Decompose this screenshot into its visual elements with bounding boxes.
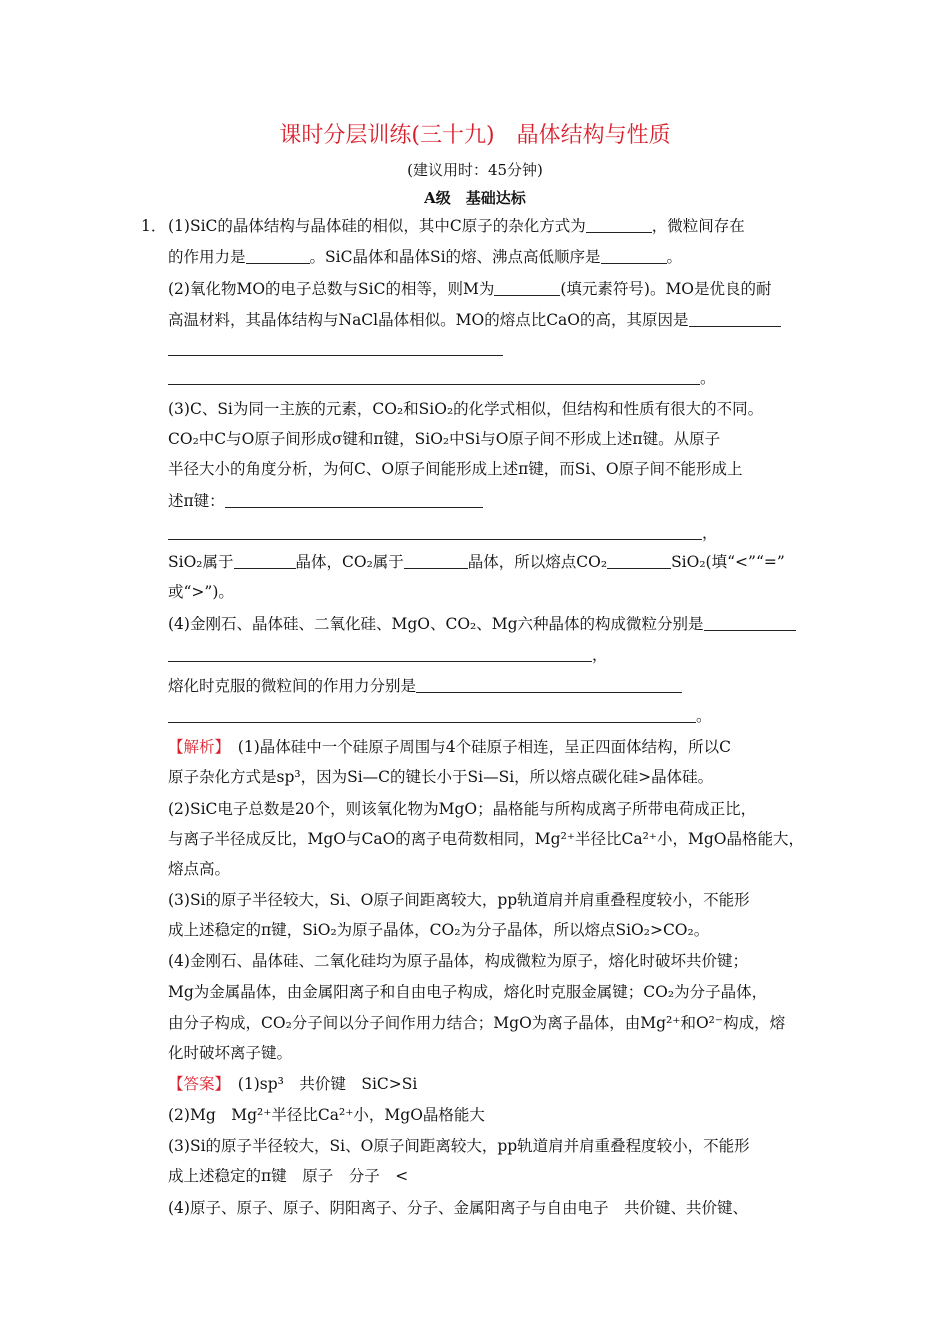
analysis-line: (4)金刚石、晶体硅、二氧化硅均为原子晶体，构成微粒为原子，熔化时破坏共价键； [168, 952, 748, 970]
analysis-line: 成上述稳定的π键，SiO₂为原子晶体，CO₂为分子晶体，所以熔点SiO₂>CO₂。 [168, 921, 710, 939]
answer-tag: 【答案】 [168, 1075, 223, 1093]
question-line: (2)氧化物MO的电子总数与SiC的相等，则M为 (填元素符号)。MO是优良的耐 [168, 280, 772, 298]
question-line: 熔化时克服的微粒间的作用力分别是 [168, 676, 682, 696]
subtitle: (建议用时：45分钟) [407, 161, 543, 179]
answer-line: (3)Si的原子半径较大，Si、O原子间距离较大，pp轨道肩并肩重叠程度较小，不能形 [168, 1137, 750, 1155]
page-title: 课时分层训练(三十九) 晶体结构与性质 [279, 123, 671, 148]
analysis-line: 原子杂化方式是sp³，因为Si—C的键长小于Si—Si，所以熔点碳化硅>晶体硅。 [168, 768, 714, 786]
question-line: (3)C、Si为同一主族的元素，CO₂和SiO₂的化学式相似，但结构和性质有很大的不同。 [168, 400, 764, 418]
analysis-line: (3)Si的原子半径较大，Si、O原子间距离较大，pp轨道肩并肩重叠程度较小，不能形 [168, 891, 750, 909]
question-number: 1． [141, 217, 167, 235]
question-line: ， [168, 645, 608, 665]
analysis-line: 由分子构成，CO₂分子间以分子间作用力结合；MgO为离子晶体，由Mg²⁺和O²⁻构成，熔 [168, 1014, 786, 1032]
answer-line: (4)原子、原子、原子、阴阳离子、分子、金属阳离子与自由电子 共价键、共价键、 [168, 1199, 748, 1217]
question-line: SiO₂属于 晶体，CO₂属于 晶体，所以熔点CO₂ SiO₂(填“<”“=” [168, 553, 785, 571]
question-line: 高温材料，其晶体结构与NaCl晶体相似。MO的熔点比CaO的高，其原因是 [168, 310, 781, 330]
question-line: 。 [168, 368, 716, 388]
question-line: 或“>”)。 [168, 583, 234, 601]
analysis-line: 【解析】 (1)晶体硅中一个硅原子周围与4个硅原子相连，呈正四面体结构，所以C [168, 738, 731, 756]
answer-line: 【答案】 (1)sp³ 共价键 SiC>Si [168, 1075, 418, 1093]
analysis-line: 化时破坏离子键。 [168, 1044, 293, 1062]
question-line: CO₂中C与O原子间形成σ键和π键，SiO₂中Si与O原子间不形成上述π键。从原子 [168, 430, 721, 448]
analysis-line: 熔点高。 [168, 860, 231, 878]
answer-line: 成上述稳定的π键 原子 分子 < [168, 1167, 409, 1185]
question-line: 的作用力是 。SiC晶体和晶体Si的熔、沸点高低顺序是 。 [168, 248, 683, 266]
question-line: 半径大小的角度分析，为何C、O原子间能形成上述π键，而Si、O原子间不能形成上 [168, 460, 743, 478]
answer-line: (2)Mg Mg²⁺半径比Ca²⁺小，MgO晶格能大 [168, 1106, 485, 1124]
question-line: 。 [168, 706, 712, 726]
level-heading: A级 基础达标 [424, 189, 526, 207]
analysis-tag: 【解析】 [168, 738, 223, 756]
analysis-line: Mg为金属晶体，由金属阳离子和自由电子构成，熔化时克服金属键；CO₂为分子晶体， [168, 983, 768, 1001]
question-line: ， [168, 523, 718, 543]
question-line: (4)金刚石、晶体硅、二氧化硅、MgO、CO₂、Mg六种晶体的构成微粒分别是 [168, 614, 796, 634]
analysis-line: (2)SiC电子总数是20个，则该氧化物为MgO；晶格能与所构成离子所带电荷成正比， [168, 800, 757, 818]
analysis-line: 与离子半径成反比，MgO与CaO的离子电荷数相同，Mg²⁺半径比Ca²⁺小，MgO晶格能大， [168, 830, 804, 848]
question-line: (1)SiC的晶体结构与晶体硅的相似，其中C原子的杂化方式为 ，微粒间存在 [168, 217, 745, 235]
question-line: 述π键： [168, 491, 483, 511]
answer-blank-line [168, 355, 503, 356]
